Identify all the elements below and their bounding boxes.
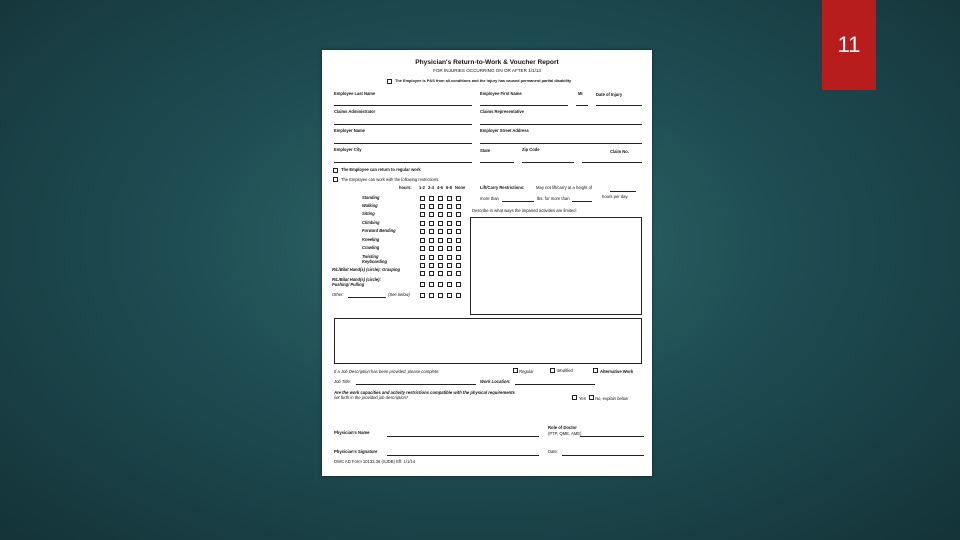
restriction-checkbox[interactable] bbox=[456, 196, 461, 201]
restriction-checkbox[interactable] bbox=[429, 246, 434, 251]
restriction-checkbox[interactable] bbox=[429, 255, 434, 260]
restriction-checkbox[interactable] bbox=[429, 204, 434, 209]
modified-work-checkbox[interactable] bbox=[550, 368, 555, 373]
claim-no-label: Claim No. bbox=[610, 149, 629, 154]
grasping-label: R/L/Bilat Hand(s) (circle): Grasping bbox=[332, 267, 401, 272]
role-options-label: (PTP, QME, AME) bbox=[548, 431, 582, 436]
hour-range-4: 6-8 bbox=[446, 185, 452, 190]
hour-range-1: 1-2 bbox=[419, 185, 425, 190]
restriction-checkbox[interactable] bbox=[429, 221, 434, 226]
restriction-checkbox[interactable] bbox=[420, 212, 425, 217]
restriction-checkbox[interactable] bbox=[438, 196, 443, 201]
return-restrictions-label: The Employee can work with the following restrictions: bbox=[341, 177, 440, 182]
activity-sitting: Sitting bbox=[362, 211, 375, 216]
return-to-work-form bbox=[322, 50, 652, 476]
physicians-signature-label: Physician's Signature bbox=[334, 449, 378, 454]
claims-representative-label: Claims Representative bbox=[480, 109, 524, 114]
restriction-checkbox[interactable] bbox=[420, 196, 425, 201]
activity-twisting: Twisting bbox=[362, 254, 379, 259]
physicians-name-field[interactable] bbox=[387, 436, 539, 437]
restriction-checkbox[interactable] bbox=[447, 238, 452, 243]
restriction-checkbox[interactable] bbox=[420, 282, 425, 287]
restriction-checkbox[interactable] bbox=[447, 293, 452, 298]
pushing-label: R/L/Bilat Hand(s) (circle): Pushing/ Pulling bbox=[332, 277, 381, 287]
restriction-checkbox[interactable] bbox=[447, 263, 452, 268]
restriction-checkbox[interactable] bbox=[429, 271, 434, 276]
restriction-checkbox[interactable] bbox=[456, 271, 461, 276]
zip-code-field[interactable] bbox=[522, 162, 574, 163]
restriction-checkbox[interactable] bbox=[429, 282, 434, 287]
employer-city-field[interactable] bbox=[334, 162, 472, 163]
alternative-work-label: Alternative Work bbox=[600, 369, 634, 374]
restriction-checkbox[interactable] bbox=[447, 255, 452, 260]
restriction-checkbox[interactable] bbox=[438, 204, 443, 209]
compatible-question-line-2: set forth in the provided job description? bbox=[334, 395, 409, 400]
form-title: Physician's Return-to-Work & Voucher Report bbox=[415, 59, 559, 66]
role-of-doctor-field[interactable] bbox=[580, 436, 644, 437]
claims-administrator-label: Claims Administrator bbox=[334, 109, 376, 114]
activity-walking: Walking bbox=[362, 203, 378, 208]
slide-number-badge bbox=[822, 0, 876, 90]
restriction-checkbox[interactable] bbox=[429, 196, 434, 201]
lift-height-field[interactable] bbox=[610, 191, 636, 192]
compatible-no-checkbox[interactable] bbox=[589, 395, 594, 400]
more-than-label: more than bbox=[480, 196, 499, 201]
date-field[interactable] bbox=[562, 455, 644, 456]
job-title-field[interactable] bbox=[356, 384, 476, 385]
job-title-label: Job Title: bbox=[334, 379, 351, 384]
date-of-injury-label: Date of Injury bbox=[596, 92, 623, 97]
restriction-checkbox[interactable] bbox=[420, 229, 425, 234]
form-subtitle: FOR INJURIES OCCURRING ON OR AFTER 1/1/13 bbox=[433, 68, 541, 73]
restriction-checkbox[interactable] bbox=[447, 246, 452, 251]
activity-forward-bending: Forward Bending bbox=[362, 228, 396, 233]
ppd-checkbox[interactable] bbox=[387, 79, 392, 84]
activity-crawling: Crawling bbox=[362, 245, 380, 250]
restriction-checkbox[interactable] bbox=[429, 293, 434, 298]
restriction-checkbox[interactable] bbox=[447, 196, 452, 201]
employer-name-label: Employer Name bbox=[334, 128, 365, 133]
compatible-no-label: No, explain below bbox=[595, 396, 629, 401]
restriction-checkbox[interactable] bbox=[438, 229, 443, 234]
additional-comments-box[interactable] bbox=[334, 318, 642, 364]
lift-weight-field[interactable] bbox=[502, 201, 534, 202]
restriction-checkbox[interactable] bbox=[438, 263, 443, 268]
restriction-checkbox[interactable] bbox=[456, 282, 461, 287]
restriction-checkbox[interactable] bbox=[447, 282, 452, 287]
restriction-checkbox[interactable] bbox=[429, 229, 434, 234]
hour-range-5: None bbox=[455, 185, 466, 190]
restriction-checkbox[interactable] bbox=[447, 229, 452, 234]
restriction-checkbox[interactable] bbox=[447, 271, 452, 276]
state-label: State bbox=[480, 148, 491, 153]
lift-hours-field[interactable] bbox=[572, 201, 592, 202]
restriction-checkbox[interactable] bbox=[420, 255, 425, 260]
role-of-doctor-label: Role of Doctor bbox=[548, 425, 577, 430]
restriction-checkbox[interactable] bbox=[456, 204, 461, 209]
restriction-checkbox[interactable] bbox=[456, 246, 461, 251]
form-footer: DWC AD Form 10133.36 (SJDB) Eff. 1/1/14 bbox=[334, 459, 416, 464]
hours-per-day-label: hours per day. bbox=[602, 194, 629, 199]
mi-label: MI bbox=[578, 91, 583, 96]
restriction-checkbox[interactable] bbox=[438, 221, 443, 226]
date-label: Date: bbox=[548, 449, 559, 454]
describe-limitations-box[interactable] bbox=[470, 217, 642, 315]
other-field[interactable] bbox=[348, 297, 386, 298]
employer-street-address-field[interactable] bbox=[480, 143, 642, 144]
work-location-label: Work Location: bbox=[480, 379, 511, 384]
activity-climbing: Climbing bbox=[362, 220, 380, 225]
restriction-checkbox[interactable] bbox=[438, 271, 443, 276]
regular-work-label: Regular bbox=[519, 369, 534, 374]
restriction-checkbox[interactable] bbox=[420, 246, 425, 251]
restriction-checkbox[interactable] bbox=[420, 271, 425, 276]
hour-range-2: 2-4 bbox=[428, 185, 434, 190]
physicians-name-label: Physician's Name bbox=[334, 430, 370, 435]
restriction-checkbox[interactable] bbox=[456, 263, 461, 268]
hour-range-3: 4-6 bbox=[437, 185, 443, 190]
hours-header: hours: bbox=[399, 185, 412, 190]
restriction-checkbox[interactable] bbox=[420, 293, 425, 298]
restriction-checkbox[interactable] bbox=[456, 229, 461, 234]
job-description-prompt: If a Job Description has been provided, please complete: bbox=[334, 369, 440, 374]
restriction-checkbox[interactable] bbox=[429, 238, 434, 243]
restriction-checkbox[interactable] bbox=[438, 293, 443, 298]
state-field[interactable] bbox=[480, 162, 514, 163]
restriction-checkbox[interactable] bbox=[456, 238, 461, 243]
return-regular-label: The Employee can return to regular work bbox=[341, 167, 421, 172]
activity-standing: Standing bbox=[362, 195, 380, 200]
restriction-checkbox[interactable] bbox=[456, 212, 461, 217]
restriction-checkbox[interactable] bbox=[429, 263, 434, 268]
restriction-checkbox[interactable] bbox=[420, 238, 425, 243]
restriction-checkbox[interactable] bbox=[420, 263, 425, 268]
restriction-checkbox[interactable] bbox=[447, 212, 452, 217]
modified-work-label: Modified bbox=[557, 368, 573, 373]
activity-keyboarding: Keyboarding bbox=[362, 259, 388, 264]
claims-representative-field[interactable] bbox=[480, 124, 642, 125]
slide-number: 11 bbox=[837, 32, 861, 57]
restriction-checkbox[interactable] bbox=[456, 293, 461, 298]
compatible-yes-label: Yes bbox=[579, 396, 586, 401]
restriction-checkbox[interactable] bbox=[420, 204, 425, 209]
compatible-question-line-1: Are the work capacities and activity restrictions compatible with the physical requirements bbox=[334, 390, 515, 395]
restriction-checkbox[interactable] bbox=[438, 246, 443, 251]
employee-first-name-field[interactable] bbox=[480, 105, 568, 106]
return-restrictions-checkbox[interactable] bbox=[333, 177, 338, 182]
lift-carry-label: Lift/Carry Restrictions: bbox=[480, 185, 525, 190]
claim-no-field[interactable] bbox=[582, 162, 642, 163]
restriction-checkbox[interactable] bbox=[456, 255, 461, 260]
employer-street-address-label: Employer Street Address bbox=[480, 128, 529, 133]
employee-last-name-label: Employee Last Name bbox=[334, 91, 376, 96]
restriction-checkbox[interactable] bbox=[438, 255, 443, 260]
restriction-checkbox[interactable] bbox=[438, 212, 443, 217]
restriction-checkbox[interactable] bbox=[456, 221, 461, 226]
zip-code-label: Zip Code bbox=[522, 147, 540, 152]
lbs-label: lbs. for more than bbox=[537, 196, 570, 201]
other-label: Other: bbox=[332, 292, 344, 297]
restriction-checkbox[interactable] bbox=[438, 282, 443, 287]
see-below-label: (See below) bbox=[388, 292, 410, 297]
return-regular-checkbox[interactable] bbox=[333, 168, 338, 173]
mi-field[interactable] bbox=[576, 105, 588, 106]
regular-work-checkbox[interactable] bbox=[513, 368, 518, 373]
restriction-checkbox[interactable] bbox=[447, 221, 452, 226]
employer-city-label: Employer City bbox=[334, 147, 362, 152]
ppd-statement: The Employee is P&S from all conditions and the injury has caused permanent partial disability bbox=[395, 78, 572, 83]
employee-last-name-field[interactable] bbox=[334, 105, 472, 106]
describe-label: Describe in what ways the impaired activities are limited: bbox=[472, 208, 577, 213]
employer-name-field[interactable] bbox=[334, 143, 472, 144]
work-location-field[interactable] bbox=[515, 384, 595, 385]
date-of-injury-field[interactable] bbox=[596, 105, 642, 106]
physicians-signature-field[interactable] bbox=[387, 455, 539, 456]
compatible-yes-checkbox[interactable] bbox=[572, 395, 577, 400]
alternative-work-checkbox[interactable] bbox=[593, 368, 598, 373]
restriction-checkbox[interactable] bbox=[438, 238, 443, 243]
restriction-checkbox[interactable] bbox=[447, 204, 452, 209]
restriction-checkbox[interactable] bbox=[429, 212, 434, 217]
lift-carry-text: May not lift/carry at a height of bbox=[536, 185, 593, 190]
restriction-checkbox[interactable] bbox=[420, 221, 425, 226]
activity-kneeling: Kneeling bbox=[362, 237, 380, 242]
employee-first-name-label: Employee First Name bbox=[480, 91, 522, 96]
claims-administrator-field[interactable] bbox=[334, 124, 472, 125]
